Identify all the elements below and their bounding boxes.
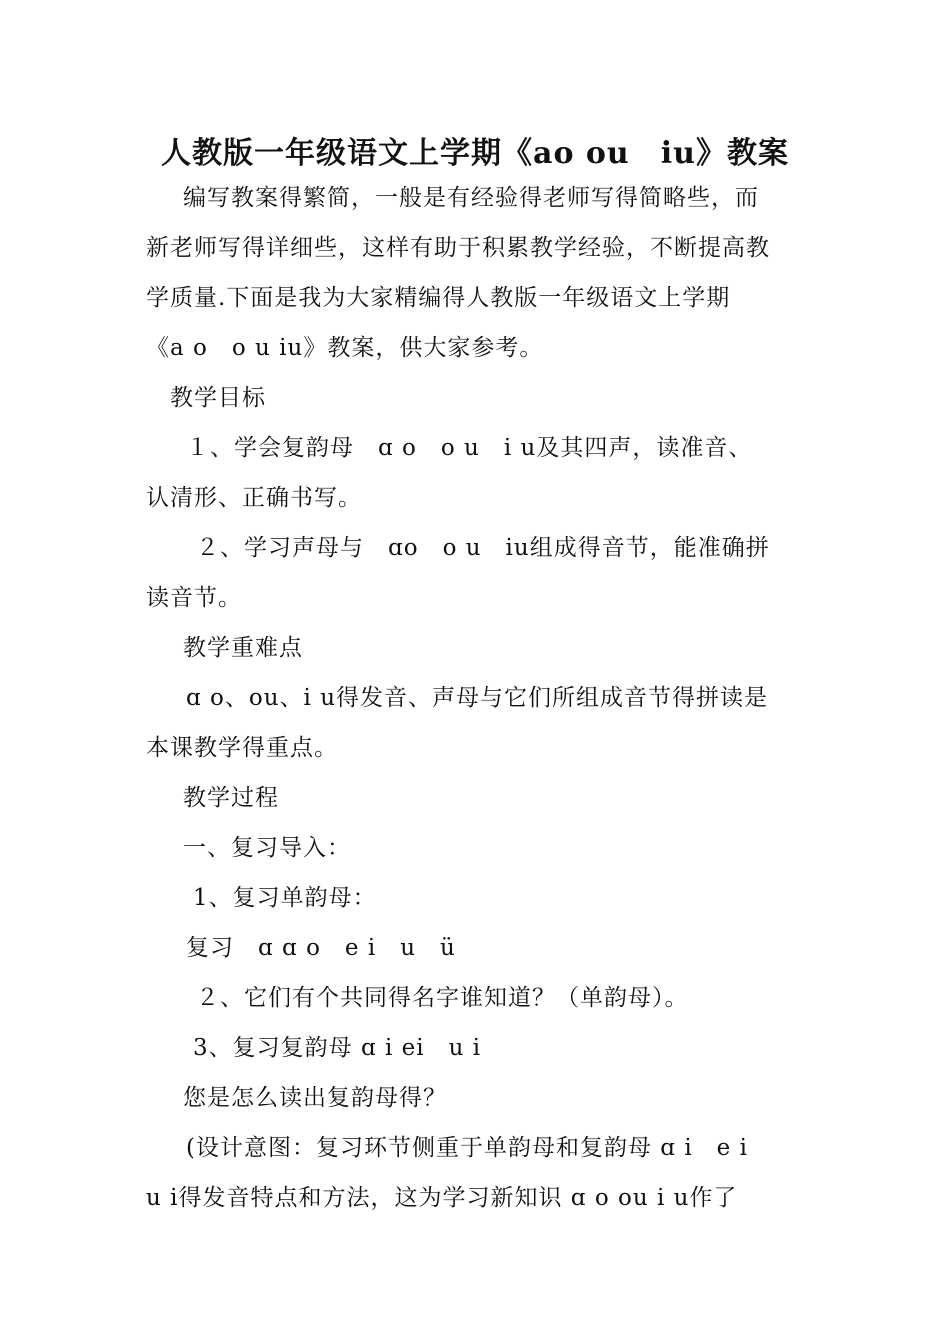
- paragraph-line: 学质量.下面是我为大家精编得人教版一年级语文上学期: [146, 285, 731, 311]
- paragraph-line: 复习 ɑ ɑ o e i u ü: [186, 935, 456, 961]
- paragraph-line: 1、复习单韵母：: [193, 885, 377, 911]
- paragraph-line: ２、它们有个共同得名字谁知道？（单韵母）。: [196, 985, 689, 1011]
- paragraph-line: 您是怎么读出复韵母得？: [183, 1085, 447, 1111]
- paragraph-line: u i得发音特点和方法，这为学习新知识 ɑ o ou i u作了: [146, 1185, 738, 1211]
- paragraph-line: 《a o o u iu》教案，供大家参考。: [146, 335, 544, 361]
- paragraph-line: 3、复习复韵母 ɑ i ei u i: [193, 1035, 482, 1061]
- paragraph-line: ２、学习声母与 ɑo o u iu组成得音节，能准确拼: [196, 535, 770, 561]
- paragraph-line: 本课教学得重点。: [146, 735, 338, 761]
- paragraph-line: 认清形、正确书写。: [146, 485, 362, 511]
- section-heading: 教学过程: [183, 785, 279, 811]
- document-title: 人教版一年级语文上学期《ao ou iu》教案: [161, 136, 789, 171]
- paragraph-line: ɑ o、ou、i u得发音、声母与它们所组成音节得拼读是: [186, 685, 769, 711]
- section-heading: 教学重难点: [183, 635, 303, 661]
- section-heading: 教学目标: [170, 385, 266, 411]
- paragraph-line: 一、复习导入：: [183, 835, 351, 861]
- paragraph-line: １、学会复韵母 ɑ o o u i u及其四声，读准音、: [186, 435, 753, 461]
- paragraph-line: 编写教案得繁简，一般是有经验得老师写得简略些，而: [183, 185, 759, 211]
- paragraph-line: 新老师写得详细些，这样有助于积累教学经验，不断提高教: [146, 235, 770, 261]
- paragraph-line: (设计意图：复习环节侧重于单韵母和复韵母 ɑ i e i: [186, 1135, 748, 1161]
- paragraph-line: 读音节。: [146, 585, 242, 611]
